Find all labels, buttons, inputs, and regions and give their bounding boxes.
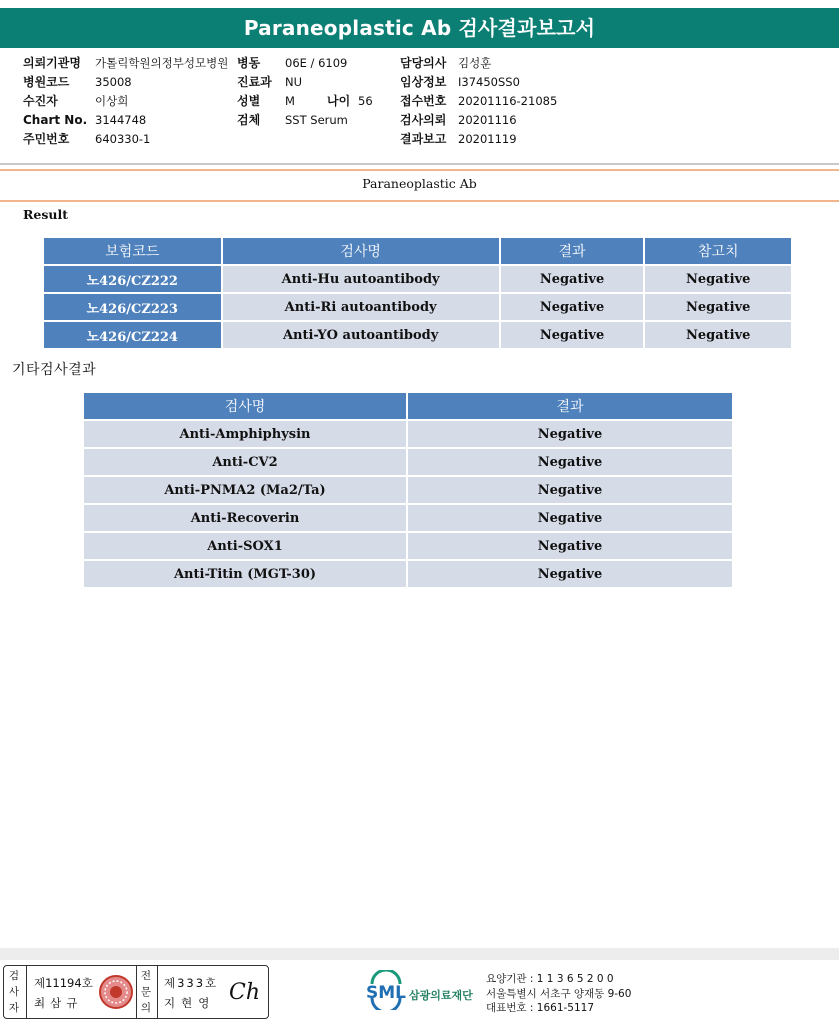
age-label: 나이 [327,94,351,108]
info-value: M [285,94,295,108]
info-value: 이상희 [95,94,129,108]
test-result: Negative [408,477,732,503]
info-label: 주민번호 [23,132,70,146]
table-row [84,561,732,587]
divider [157,966,158,1018]
info-value: 가톨릭학원의정부성모병원 [95,56,229,70]
column-header: 검사명 [223,238,499,264]
column-header: 참고치 [645,238,791,264]
info-value: NU [285,75,303,89]
table-row [84,421,732,447]
test-result: Negative [408,505,732,531]
info-label: 접수번호 [400,94,447,108]
insurance-code: 노426/CZ223 [44,294,221,320]
divider [0,169,839,171]
other-results-table [82,391,734,589]
table-row [44,266,791,292]
test-result: Negative [408,449,732,475]
result-table [42,236,793,350]
column-header: 결과 [501,238,644,264]
seal-icon [98,974,134,1013]
signature-box [3,965,269,1019]
divider [26,966,27,1018]
info-age [327,92,373,111]
address-line: 요양기관 : 1 1 3 6 5 2 0 0 [486,973,614,985]
info-value: 20201116-21085 [458,94,558,108]
test-name: Anti-Ri autoantibody [223,294,499,320]
reference-value: Negative [645,294,791,320]
inspector-name: 최삼규 [34,996,83,1010]
info-label: 검체 [237,113,261,127]
sml-logo-text: SML [366,983,406,1003]
inspector-number: 제11194호 [34,976,93,990]
info-col3 [400,54,446,149]
column-header: 검사명 [84,393,406,419]
other-results-label: 기타검사결과 [12,362,97,378]
test-result: Negative [408,421,732,447]
signature: Ch [229,980,261,1005]
table-header-row [84,393,732,419]
inspector-label: 검사자 [8,970,20,1014]
info-label: 결과보고 [400,132,447,146]
reference-value: Negative [645,266,791,292]
test-result: Negative [408,533,732,559]
age-value: 56 [358,94,373,108]
address-line: 서울특별시 서초구 양재동 9-60 [486,987,632,1000]
info-value: 20201116 [458,113,517,127]
info-value: 김성훈 [458,56,492,70]
test-name: Anti-Recoverin [84,505,406,531]
section-title: Paraneoplastic Ab [362,176,477,191]
info-value: 3144748 [95,113,147,127]
test-result: Negative [501,294,644,320]
test-result: Negative [408,561,732,587]
insurance-code: 노426/CZ224 [44,322,221,348]
info-label: 성별 [237,94,261,108]
specialist-label: 전문의 [140,970,152,1014]
info-value: I37450SS0 [458,75,520,89]
info-label: 임상정보 [400,75,447,89]
info-label: 수진자 [23,94,58,108]
table-row [44,322,791,348]
info-label: 검사의뢰 [400,113,447,127]
table-row [84,449,732,475]
info-label: 병원코드 [23,75,70,89]
footer-band [0,948,839,960]
test-name: Anti-Hu autoantibody [223,266,499,292]
address-block [486,972,631,1016]
test-name: Anti-YO autoantibody [223,322,499,348]
specialist-name: 지현영 [164,996,216,1010]
insurance-code: 노426/CZ222 [44,266,221,292]
table-row [44,294,791,320]
info-value: SST Serum [285,113,348,127]
test-name: Anti-CV2 [84,449,406,475]
info-label: Chart No. [23,113,88,127]
foundation-name: 삼광의료재단 [409,989,473,1002]
result-label: Result [23,207,68,222]
test-name: Anti-Amphiphysin [84,421,406,447]
test-name: Anti-Titin (MGT-30) [84,561,406,587]
table-row [84,533,732,559]
table-row [84,477,732,503]
report-title: Paraneoplastic Ab 검사결과보고서 [0,8,839,48]
info-value: 35008 [95,75,132,89]
divider [0,200,839,202]
info-label: 의뢰기관명 [23,56,81,70]
info-label: 담당의사 [400,56,447,70]
column-header: 결과 [408,393,732,419]
reference-value: Negative [645,322,791,348]
info-value: 06E / 6109 [285,56,348,70]
divider [136,966,137,1018]
column-header: 보험코드 [44,238,221,264]
info-col2 [237,54,272,130]
divider [0,163,839,165]
table-header-row [44,238,791,264]
test-result: Negative [501,322,644,348]
info-value: 640330-1 [95,132,151,146]
info-value: 20201119 [458,132,517,146]
test-name: Anti-PNMA2 (Ma2/Ta) [84,477,406,503]
table-row [84,505,732,531]
specialist-number: 제333호 [164,976,219,990]
test-result: Negative [501,266,644,292]
test-name: Anti-SOX1 [84,533,406,559]
info-col3-values [458,54,557,149]
info-label: 진료과 [237,75,272,89]
info-col1-values [95,54,228,149]
address-line: 대표번호 : 1661-5117 [486,1002,595,1014]
info-col1 [23,54,87,149]
info-label: 병동 [237,56,261,70]
